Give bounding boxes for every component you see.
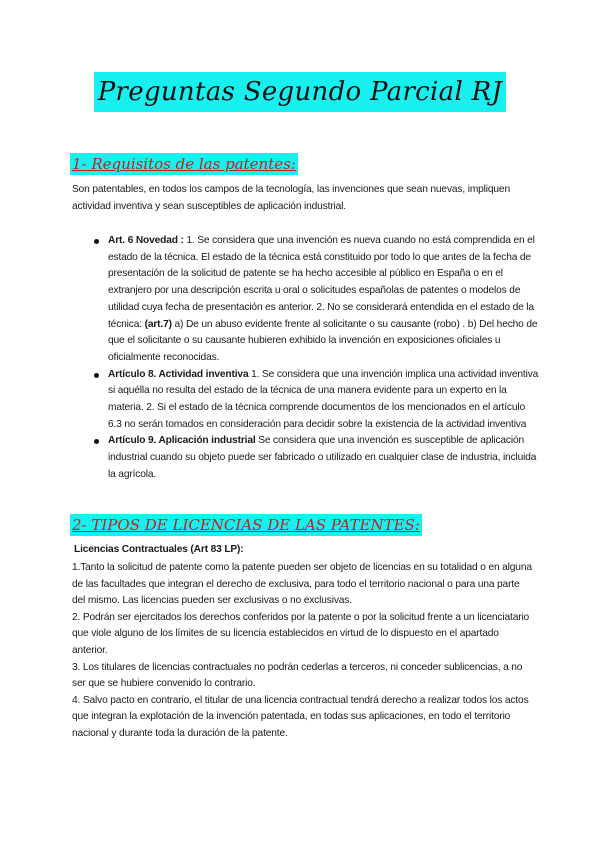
paragraph: 3. Los titulares de licencias contractuales no podrán cederlas a terceros, ni conceder sublicencias, a no ser que se hubiere convenido lo contrario. <box>72 661 523 690</box>
section1-intro: Son patentables, en todos los campos de la tecnología, las invenciones que sean nuevas, impliquen actividad inventiva y sean susceptibles de aplicación industrial. <box>72 184 510 212</box>
bullet-label-novedad: Art. 6 Novedad : <box>108 235 184 246</box>
list-item-actividad-inventiva <box>108 367 540 434</box>
requisitos-list <box>92 233 540 484</box>
bullet-label-aplicacion: Artículo 9. Aplicación industrial <box>108 435 256 447</box>
paragraph: 2. Podrán ser ejercitados los derechos conferidos por la patente o por la solicitud frente a un licenciatario que viole alguno de los límites de su licencia establecidos en virtud de lo dispuesto en el apartado anterior. <box>72 611 530 656</box>
bullet-text-aplicacion: Se considera que una invención es susceptible de aplicación industrial cuando su objeto puede ser fabricado o utilizado en cualquier clase de industria, incluida la agrícola. <box>108 435 537 480</box>
subheading-licencias-contractuales: Licencias Contractuales (Art 83 LP): <box>74 544 244 555</box>
bullet-ref-art7: (art.7) <box>144 318 172 330</box>
bullet-label-actividad: Artículo 8. Actividad inventiva <box>108 368 249 380</box>
bullet-text-novedad-b: a) De un abuso evidente frente al solicitante o su causante (robo) . b) Del hecho de que el solicitante o su causante hubieren exhibido la invención en exposiciones oficiales u oficialmente reconocidas. <box>108 318 538 363</box>
paragraph: 1.Tanto la solicitud de patente como la patente pueden ser objeto de licencias en su totalidad o en alguna de las facultades que integran el derecho de exclusiva, para todo el territorio nacional o para una parte del mismo. Las licencias pueden ser exclusivas o no exclusivas. <box>72 562 532 607</box>
section-heading-requisitos: 1- Requisitos de las patentes: <box>72 155 296 173</box>
section-heading-tipos-licencias: 2- TIPOS DE LICENCIAS DE LAS PATENTES: <box>72 516 420 534</box>
list-item-novedad <box>108 233 540 367</box>
page-title: Preguntas Segundo Parcial RJ <box>94 72 507 112</box>
paragraph: 4. Salvo pacto en contrario, el titular de una licencia contractual tendrá derecho a realizar todos los actos que integran la explotación de la invención patentada, en todas sus aplicaciones, en todo el territorio nacional y durante toda la duración de la patente. <box>72 694 529 739</box>
bullet-text-novedad-a: 1. Se considera que una invención es nueva cuando no está comprendida en el estado de la técnica. El estado de la técnica está constituido por todo lo que antes de la fecha de presentación de la solicitud de patente se ha hecho accesible al público en España o en el extranjero por una descripción escrita u oral o solicitudes españolas de patentes o modelos de utilidad cuya fecha de presentación es anterior. 2. No se considerará entendida en el estado de la técnica: <box>108 235 535 330</box>
bullet-text-actividad: 1. Se considera que una invención implica una actividad inventiva si aquélla no resulta del estado de la técnica de una manera evidente para un experto en la materia. 2. Si el estado de la técnica comprende documentos de los mencionados en el artículo 6.3 no serán tomados en consideración para decidir sobre la existencia de la actividad inventiva <box>108 368 539 430</box>
title-container <box>0 72 600 112</box>
list-item-aplicacion-industrial <box>108 433 540 483</box>
section2-body <box>72 560 532 743</box>
